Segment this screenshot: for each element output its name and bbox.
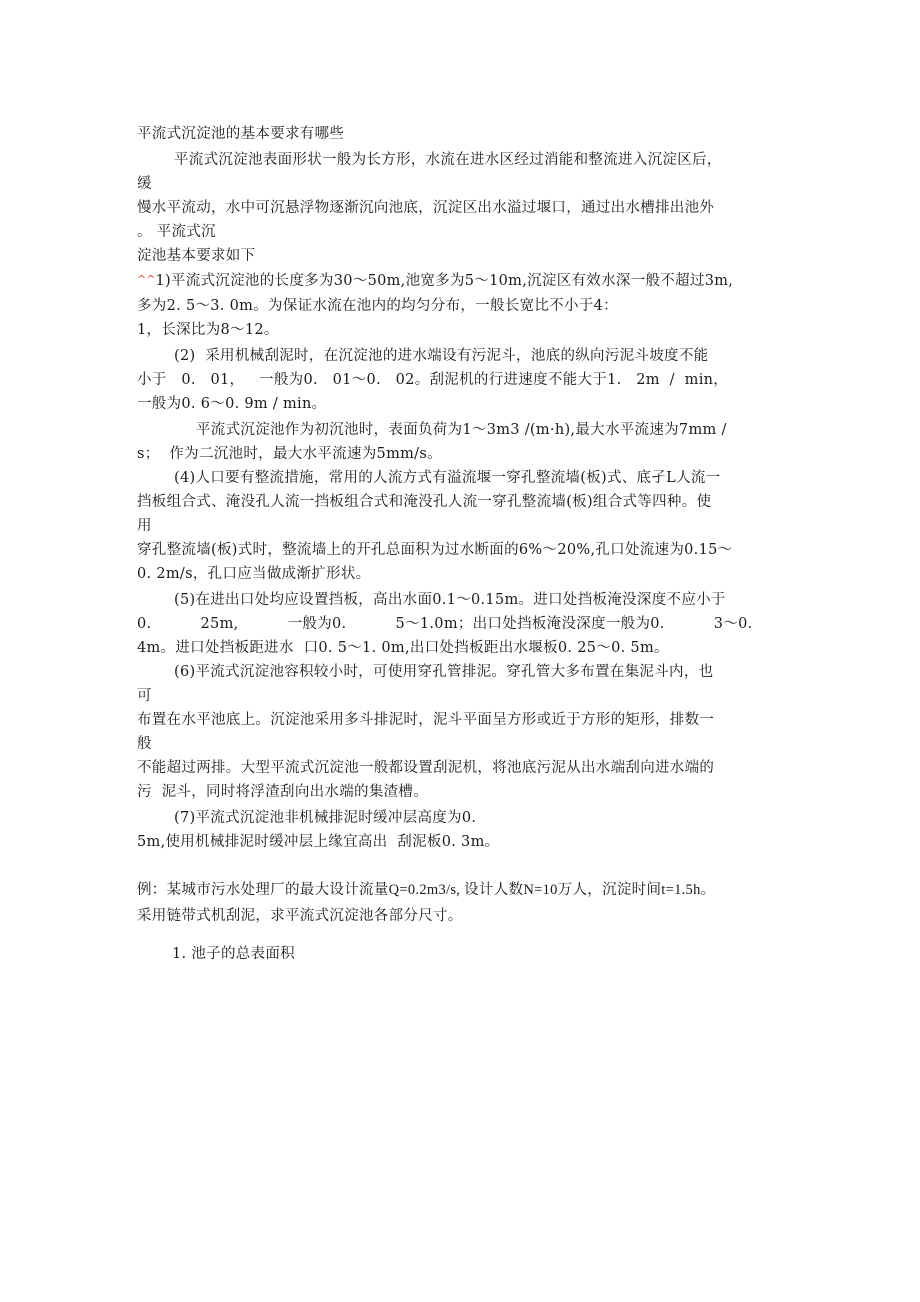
item6-line: 般 (137, 736, 152, 752)
item2-line: (2) 采用机械刮泥时，在沉淀池的进水端设有污泥斗，池底的纵向污泥斗坡度不能 (174, 348, 709, 364)
item1-line (137, 270, 733, 291)
item1-line: 1，长深比为8～12。 (137, 322, 279, 338)
item5-line: 4m。进口处挡板距进水 口0. 5～1. 0m,出口处挡板距出水堰板0. 25～0. 5m。 (137, 640, 669, 656)
item6-line: 布置在水平池底上。沉淀池采用多斗排泥时，泥斗平面呈方形或近于方形的矩形，排数一 (137, 712, 715, 728)
item6-line: 不能超过两排。大型平流式沉淀池一般都设置刮泥机，将池底污泥从出水端刮向进水端的 (137, 760, 715, 776)
item1-line: 多为2. 5～3. 0m。为保证水流在池内的均匀分布，一般长宽比不小于4： (137, 298, 618, 314)
example-line: 采用链带式机刮泥，求平流式沉淀池各部分尺寸。 (137, 908, 463, 924)
example-line: 例：某城市污水处理厂的最大设计流量Q=0.2m3/s, 设计人数N=10万人，沉淀时间t=1.5h。 (137, 882, 716, 898)
doc-title: 平流式沉淀池的基本要求有哪些 (137, 126, 345, 142)
item2-line: 一般为0. 6～0. 9m / min。 (137, 396, 327, 412)
item4-line: 穿孔整流墙(板)式时，整流墙上的开孔总面积为过水断面的6%～20%,孔口处流速为0.15～ (137, 542, 733, 558)
intro-line: 淀池基本要求如下 (137, 248, 256, 264)
intro-line: 。 平流式沉 (137, 224, 216, 240)
item4-line: 0. 2m/s，孔口应当做成渐扩形状。 (137, 566, 371, 582)
item4-line: (4)人口要有整流措施，常用的人流方式有溢流堰一穿孔整流墙(板)式、底孑L人流一 (174, 470, 721, 486)
item4-line: 用 (137, 518, 152, 534)
intro-line: 缓 (137, 176, 152, 192)
item3-line: 平流式沉淀池作为初沉池时，表面负荷为1～3m3 /(m·h),最大水平流速为7mm / (196, 422, 727, 438)
item6-line: (6)平流式沉淀池容积较小时，可使用穿孔管排泥。穿孔管大多布置在集泥斗内，也 (174, 664, 714, 680)
item7-line: (7)平流式沉淀池非机械排泥时缓冲层高度为0. (174, 810, 477, 826)
item1-text: 1)平流式沉淀池的长度多为30～50m,池宽多为5～10m,沉淀区有效水深一般不超过3m, (155, 273, 734, 289)
item6-line: 可 (137, 688, 152, 704)
item5-line: (5)在进出口处均应设置挡板，高出水面0.1～0.15m。进口处挡板淹没深度不应小于 (174, 592, 726, 608)
intro-line: 慢水平流动，水中可沉悬浮物逐渐沉向池底，沉淀区出水溢过堰口，通过出水槽排出池外 (137, 200, 715, 216)
item5-line: 0. 25m, 一般为0. 5～1.0m；出口处挡板淹没深度一般为0. 3～0. (137, 616, 753, 632)
item2-line: 小于 0. 01， 一般为0. 01～0. 02。刮泥机的行进速度不能大于1. 2m / min， (137, 372, 729, 388)
item4-line: 挡板组合式、淹没孔人流一挡板组合式和淹没孔人流一穿孔整流墙(板)组合式等四种。使 (137, 494, 712, 510)
step-heading: 1. 池子的总表面积 (172, 946, 295, 962)
item6-line: 污 泥斗，同时将浮渣刮向出水端的集渣槽。 (137, 784, 429, 800)
item3-line: s； 作为二沉池时，最大水平流速为5mm/s。 (137, 446, 442, 462)
item7-line: 5m,使用机械排泥时缓冲层上缘宜高出 刮泥板0. 3m。 (137, 834, 500, 850)
caret-mark: ^^ (137, 273, 156, 286)
intro-line: 平流式沉淀池表面形状一般为长方形，水流在进水区经过消能和整流进入沉淀区后， (174, 152, 722, 168)
